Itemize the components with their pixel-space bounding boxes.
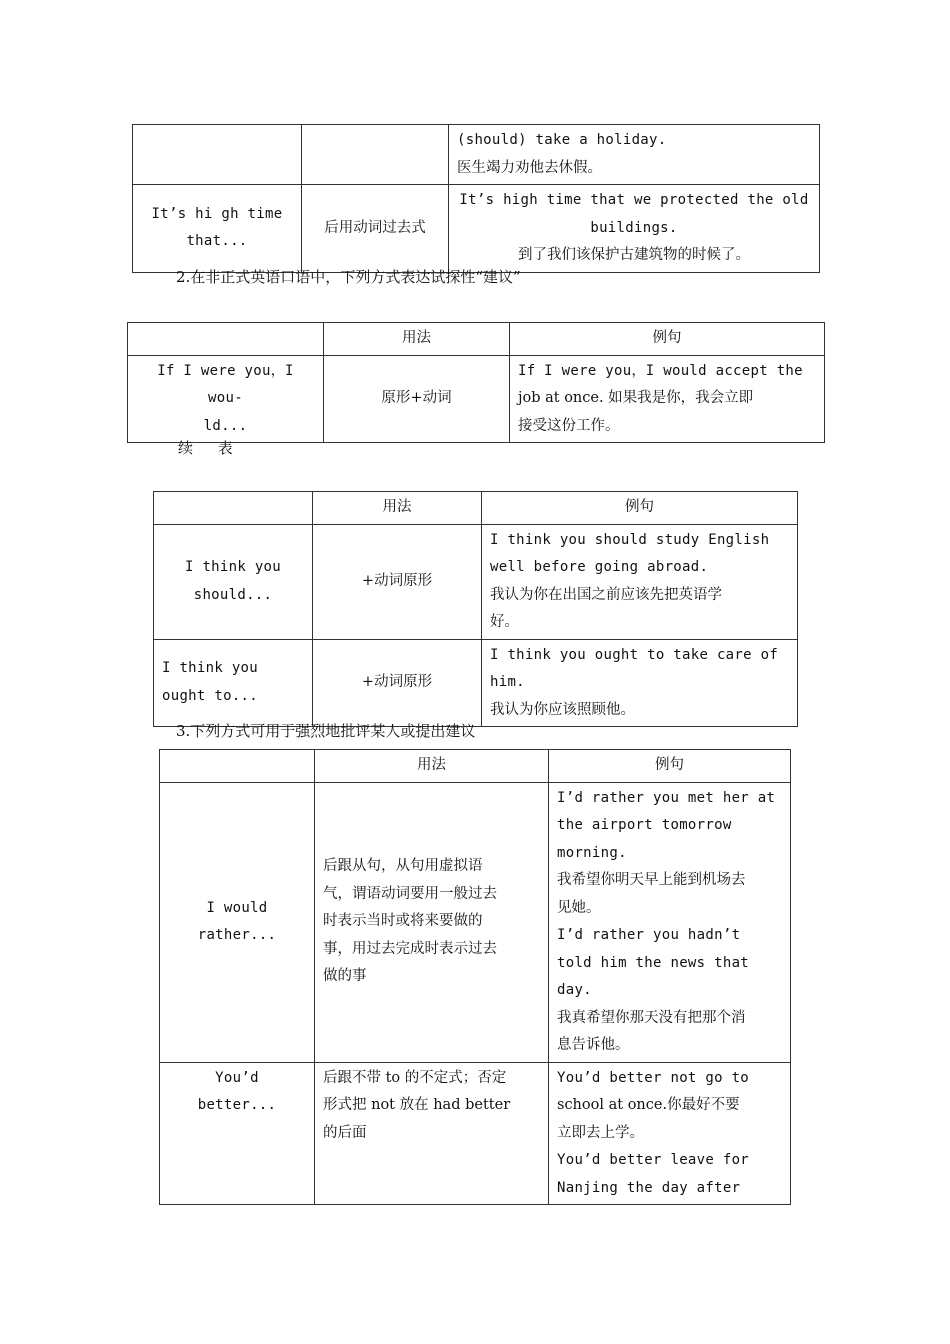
- example-en: I think you should study English: [490, 531, 770, 548]
- usage-text: 原形+动词: [381, 390, 452, 406]
- usage-cell: [315, 1062, 549, 1205]
- example-en: day.: [557, 982, 592, 998]
- phrase-text: It’s hi gh time: [151, 205, 283, 222]
- usage-text: 时表示当时或将来要做的: [323, 913, 483, 930]
- phrase-cell: [154, 524, 313, 639]
- table-row: [154, 524, 798, 639]
- example-en: I think you ought to take care of: [490, 646, 779, 663]
- example-en: well before going abroad.: [490, 559, 709, 575]
- usage-cell: [302, 185, 449, 273]
- phrase-text: better...: [197, 1097, 277, 1113]
- table-informal-suggestion: [127, 322, 825, 443]
- table-header-row: [128, 323, 825, 356]
- example-en: the airport tomorrow: [557, 817, 732, 833]
- usage-cell: [313, 639, 482, 727]
- example-zh: 我认为你在出国之前应该先把英语学: [490, 586, 722, 603]
- phrase-cell: [133, 125, 302, 185]
- example-en: job at once. 如果我是你，我会立即: [518, 390, 754, 406]
- example-zh: 好。: [490, 614, 519, 630]
- table-row: [160, 782, 791, 1062]
- example-cell: [449, 125, 820, 185]
- example-en: You’d better not go to: [557, 1069, 750, 1086]
- table-row: [133, 185, 820, 273]
- header-cell-empty: [154, 492, 313, 525]
- phrase-text: If I were you，I wou-: [157, 362, 294, 406]
- phrase-text: ought to...: [162, 687, 259, 704]
- header-cell-empty: [160, 750, 315, 783]
- example-cell: [510, 355, 825, 443]
- table-header-row: [154, 492, 798, 525]
- usage-cell: [313, 524, 482, 639]
- usage-text: 的后面: [323, 1124, 367, 1141]
- usage-text: 形式把 not 放在 had better: [323, 1097, 511, 1113]
- usage-text: 后跟不带 to 的不定式；否定: [323, 1069, 507, 1086]
- usage-text: 气，谓语动词要用一般过去: [323, 885, 497, 902]
- example-en: him.: [490, 674, 525, 690]
- example-en: buildings.: [590, 219, 678, 236]
- usage-text: 后用动词过去式: [324, 219, 426, 236]
- continued-label: 续 表: [178, 439, 243, 457]
- header-usage: 用法: [324, 323, 510, 356]
- phrase-cell: [160, 1062, 315, 1205]
- usage-cell: [302, 125, 449, 185]
- usage-text: +动词原形: [361, 674, 433, 690]
- phrase-text: I think you: [162, 660, 259, 677]
- phrase-text: You’d: [215, 1069, 259, 1086]
- phrase-cell: [154, 639, 313, 727]
- phrase-text: rather...: [197, 927, 277, 943]
- example-en: school at once.你最好不要: [557, 1097, 740, 1113]
- table-row: [154, 639, 798, 727]
- header-usage: 用法: [313, 492, 482, 525]
- header-example: 例句: [482, 492, 798, 525]
- header-example: 例句: [549, 750, 791, 783]
- header-cell-empty: [128, 323, 324, 356]
- example-zh: 到了我们该保护古建筑物的时候了。: [518, 247, 750, 263]
- example-en: It’s high time that we protected the old: [459, 192, 809, 208]
- phrase-text: that...: [186, 233, 248, 250]
- phrase-text: I would: [206, 899, 268, 916]
- example-en: You’d better leave for: [557, 1152, 750, 1168]
- section-heading: 3.下列方式可用于强烈地批评某人或提出建议: [176, 722, 476, 740]
- example-en: I’d rather you hadn’t: [557, 927, 741, 943]
- table-row: [128, 355, 825, 443]
- example-zh: 我认为你应该照顾他。: [490, 701, 635, 718]
- usage-text: 事，用过去完成时表示过去: [323, 940, 497, 957]
- phrase-cell: [128, 355, 324, 443]
- example-zh: 息告诉他。: [557, 1037, 630, 1053]
- example-cell: [549, 1062, 791, 1205]
- example-zh: 我真希望你那天没有把那个消: [557, 1009, 746, 1026]
- usage-cell: [324, 355, 510, 443]
- table-informal-suggestion-continued: [153, 491, 798, 727]
- example-cell: [549, 782, 791, 1062]
- phrase-cell: [160, 782, 315, 1062]
- phrase-text: I think you: [184, 559, 282, 575]
- usage-text: +动词原形: [361, 572, 433, 589]
- usage-text: 后跟从句，从句用虚拟语: [323, 858, 483, 875]
- example-cell: [482, 524, 798, 639]
- example-zh: 我希望你明天早上能到机场去: [557, 872, 746, 888]
- example-cell: [482, 639, 798, 727]
- phrase-text: ld...: [203, 417, 248, 434]
- example-en: I’d rather you met her at: [557, 789, 776, 806]
- table-header-row: [160, 750, 791, 783]
- table-advice-continued: [132, 124, 820, 273]
- example-en: told him the news that: [557, 954, 750, 971]
- table-row: [133, 125, 820, 185]
- table-strong-suggestion: [159, 749, 791, 1205]
- example-en: If I were you，I would accept the: [518, 362, 803, 379]
- usage-cell: [315, 782, 549, 1062]
- header-example: 例句: [510, 323, 825, 356]
- phrase-text: should...: [193, 586, 273, 603]
- section-heading: 2.在非正式英语口语中，下列方式表达试探性“建议”: [176, 268, 521, 286]
- example-en: (should) take a holiday.: [457, 132, 667, 148]
- header-usage: 用法: [315, 750, 549, 783]
- phrase-cell: [133, 185, 302, 273]
- example-zh: 见她。: [557, 899, 601, 916]
- table-row: [160, 1062, 791, 1205]
- example-zh: 接受这份工作。: [518, 417, 620, 434]
- example-zh: 立即去上学。: [557, 1124, 644, 1141]
- example-en: Nanjing the day after: [557, 1179, 741, 1196]
- example-en: morning.: [557, 844, 627, 861]
- example-zh: 医生竭力劝他去休假。: [457, 159, 602, 176]
- example-cell: [449, 185, 820, 273]
- usage-text: 做的事: [323, 968, 367, 985]
